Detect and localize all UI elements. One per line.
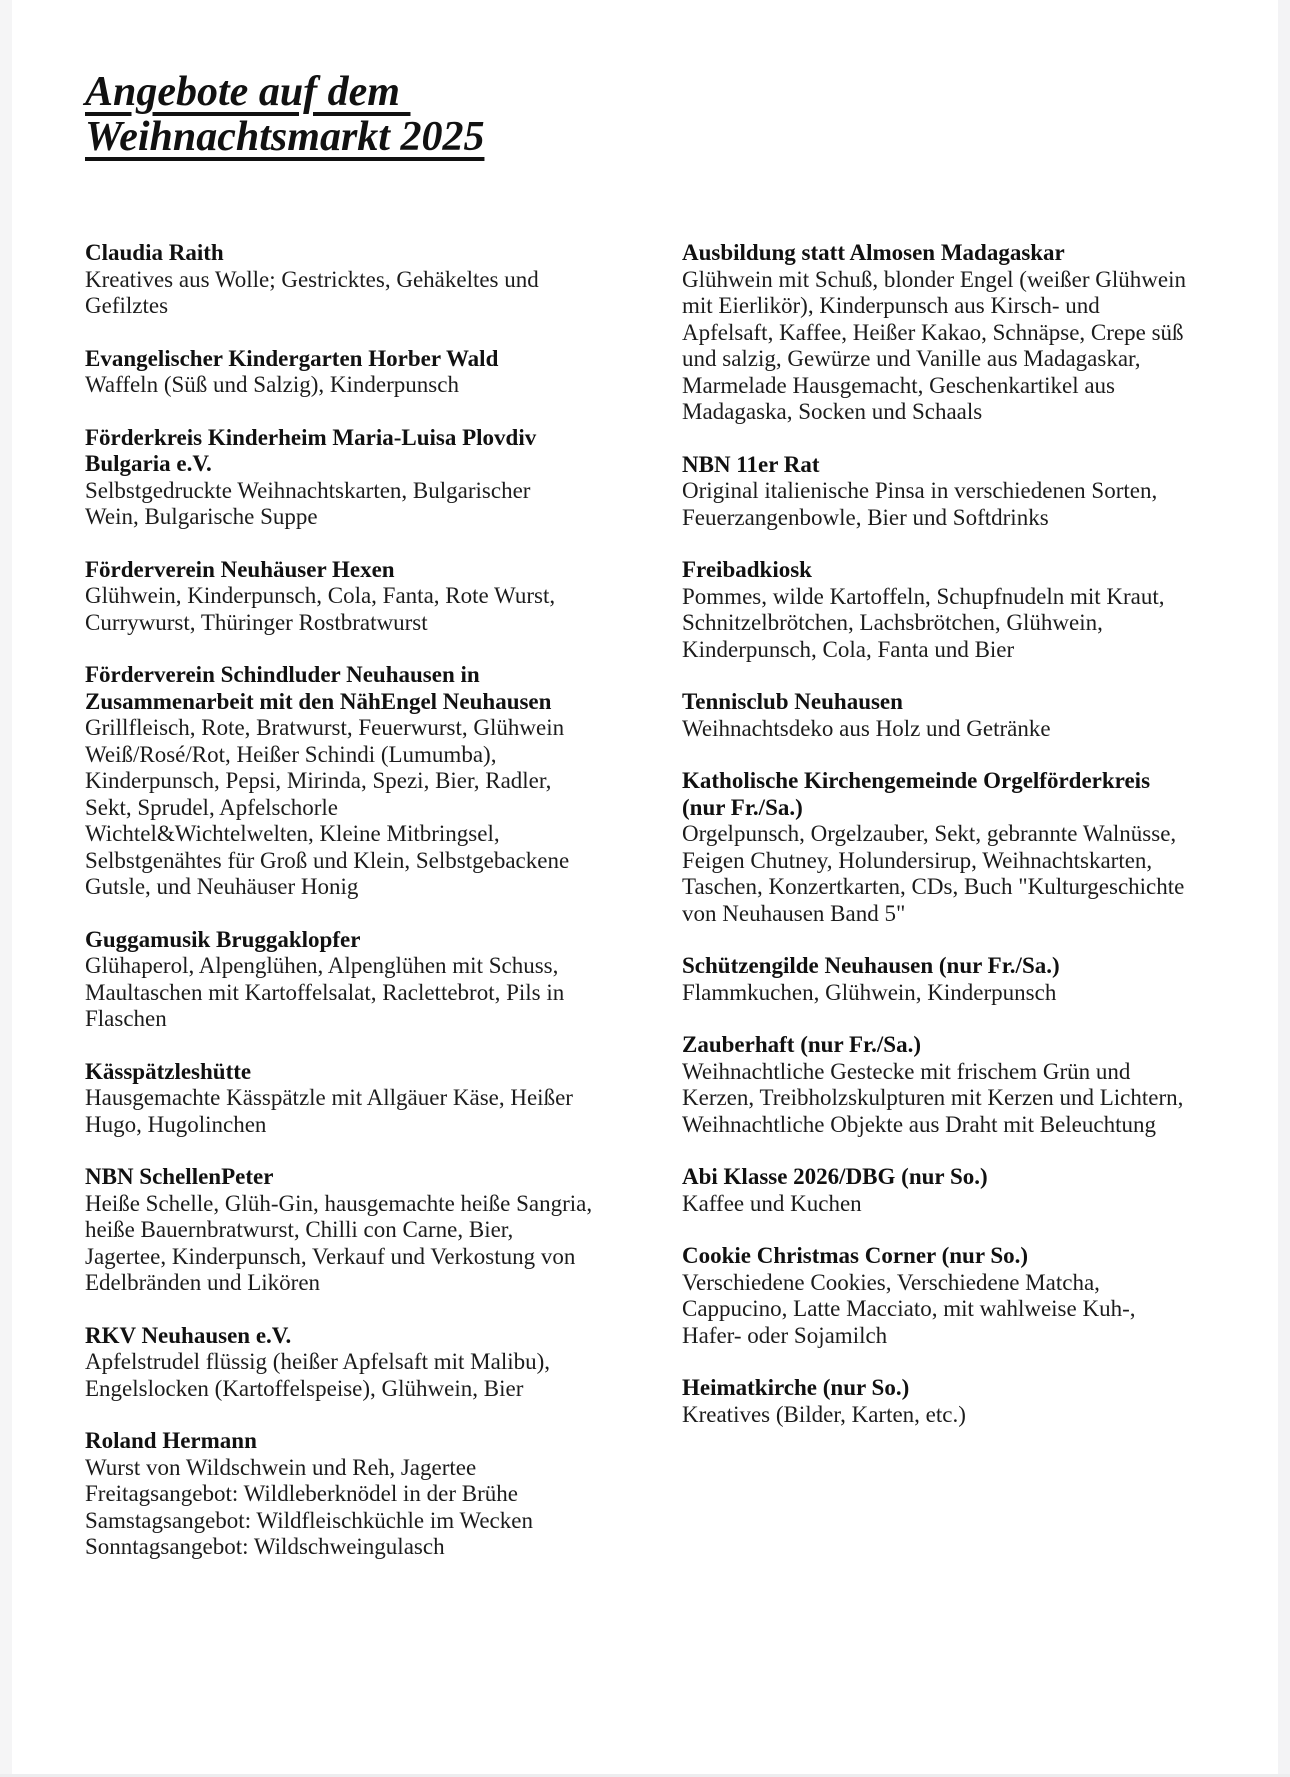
vendor-name-line: Tennisclub Neuhausen [682,689,903,714]
offerings-line: von Neuhausen Band 5" [682,900,906,926]
vendor-name-line: NBN SchellenPeter [85,1164,274,1189]
vendor-name-line: Claudia Raith [85,240,224,265]
document-title-line-1: Angebote auf dem [85,69,411,115]
offerings-line: Marmelade Hausgemacht, Geschenkartikel aus [682,372,1115,398]
offerings-line: Engelslocken (Kartoffelspeise), Glühwein, Bier [85,1375,524,1401]
vendor-section [682,1375,1222,1428]
left-column [85,240,682,1587]
vendor-name-line: NBN 11er Rat [682,451,820,477]
offerings-line: Weiß/Rosé/Rot, Heißer Schindi (Lumumba), [85,741,497,767]
vendor-section [682,452,1222,532]
vendor-name-line: Kässpätzleshütte [85,1058,252,1084]
offerings-line: und salzig, Gewürze und Vanille aus Madagaskar, [682,346,1141,371]
offerings-line: Gutsle, und Neuhäuser Honig [85,874,359,899]
vendor-section [85,346,682,399]
vendor-section [85,1164,682,1297]
offerings-line: Apfelstrudel flüssig (heißer Apfelsaft mit Malibu), [85,1349,551,1374]
vendor-section [682,1164,1222,1217]
offerings-line: Cappucino, Latte Macciato, mit wahlweise Kuh-, [682,1296,1136,1321]
offerings-line: Gefilztes [85,293,169,318]
vendor-name-line: Förderverein Neuhäuser Hexen [85,556,395,582]
vendor-name-line: (nur Fr./Sa.) [682,794,803,820]
offerings-line: Freitagsangebot: Wildleberknödel in der Brühe [85,1481,518,1506]
offerings-line: Waffeln (Süß und Salzig), Kinderpunsch [85,372,459,397]
offerings-line: Glühaperol, Alpenglühen, Alpenglühen mit Schuss, [85,953,559,978]
vendor-name-line: Guggamusik Bruggaklopfer [85,926,361,952]
offerings-line: Kinderpunsch, Cola, Fanta und Bier [682,636,1015,662]
offerings-line: mit Eierlikör), Kinderpunsch aus Kirsch- und [682,293,1100,318]
offerings-line: Edelbränden und Likören [85,1270,321,1295]
offerings-line: Selbstgedruckte Weihnachtskarten, Bulgarischer [85,477,531,503]
vendor-section [85,425,682,531]
page-right-edge [1278,0,1290,1777]
offerings-line: Feigen Chutney, Holundersirup, Weihnachtskarten, [682,847,1153,873]
vendor-name-line: Zauberhaft (nur Fr./Sa.) [682,1032,921,1057]
document-content [85,70,1222,1587]
offerings-line: Apfelsaft, Kaffee, Heißer Kakao, Schnäpse, Crepe süß [682,319,1184,345]
offerings-line: Weihnachtsdeko aus Holz und Getränke [682,715,1051,741]
offerings-line: Verschiedene Cookies, Verschiedene Matcha, [682,1269,1100,1295]
offerings-line: Taschen, Konzertkarten, CDs, Buch "Kulturgeschichte [682,874,1185,899]
offerings-line: Weihnachtliche Gestecke mit frischem Grün und [682,1058,1131,1084]
offerings-line: Maultaschen mit Kartoffelsalat, Raclettebrot, Pils in [85,979,565,1005]
vendor-name-line: RKV Neuhausen e.V. [85,1322,292,1348]
offerings-line: Currywurst, Thüringer Rostbratwurst [85,609,428,635]
offerings-line: Wein, Bulgarische Suppe [85,504,318,529]
offerings-line: Kreatives (Bilder, Karten, etc.) [682,1401,966,1427]
offerings-line: Flaschen [85,1006,167,1031]
vendor-section [85,1323,682,1403]
vendor-name-line: Ausbildung statt Almosen Madagaskar [682,240,1065,265]
offerings-line: Flammkuchen, Glühwein, Kinderpunsch [682,979,1057,1005]
vendor-name-line: Roland Hermann [85,1428,257,1453]
offerings-line: heiße Bauernbratwurst, Chilli con Carne, Bier, [85,1217,514,1242]
vendor-section [85,1059,682,1139]
offerings-line: Original italienische Pinsa in verschiedenen Sorten, [682,478,1158,503]
offerings-line: Selbstgenähtes für Groß und Klein, Selbstgebackene [85,847,570,873]
vendor-section [85,662,682,901]
vendor-section [682,768,1222,927]
vendor-name-line: Freibadkiosk [682,557,812,582]
offerings-line: Glühwein mit Schuß, blonder Engel (weißer Glühwein [682,266,1186,292]
offerings-line: Wurst von Wildschwein und Reh, Jagertee [85,1454,477,1480]
vendor-name-line: Bulgaria e.V. [85,451,212,476]
vendor-name-line: Schützengilde Neuhausen (nur Fr./Sa.) [682,953,1060,978]
offerings-line: Samstagsangebot: Wildfleischküchle im Wecken [85,1507,533,1533]
vendor-name-line: Förderkreis Kinderheim Maria-Luisa Plovdiv [85,424,537,450]
vendor-name-line: Förderverein Schindluder Neuhausen in [85,662,480,687]
vendor-section [682,1032,1222,1138]
offerings-line: Sekt, Sprudel, Apfelschorle [85,794,338,820]
offerings-line: Wichtel&Wichtelwelten, Kleine Mitbringsel, [85,821,500,846]
offerings-line: Hafer- oder Sojamilch [682,1322,888,1348]
offerings-line: Heiße Schelle, Glüh-Gin, hausgemachte heiße Sangria, [85,1190,593,1216]
vendor-section [85,1428,682,1561]
vendor-name-line: Zusammenarbeit mit den NähEngel Neuhausen [85,688,552,714]
vendor-section [682,240,1222,426]
page-left-edge [0,0,12,1777]
vendor-section [682,689,1222,742]
offerings-line: Kreatives aus Wolle; Gestricktes, Gehäkeltes und [85,266,539,292]
vendor-section [682,557,1222,663]
vendor-name-line: Katholische Kirchengemeinde Orgelförderkreis [682,768,1151,793]
vendor-name-line: Abi Klasse 2026/DBG (nur So.) [682,1164,988,1189]
vendor-section [85,927,682,1033]
offerings-line: Orgelpunsch, Orgelzauber, Sekt, gebrannte Walnüsse, [682,821,1177,846]
offerings-line: Pommes, wilde Kartoffeln, Schupfnudeln mit Kraut, [682,583,1165,609]
vendor-name-line: Cookie Christmas Corner (nur So.) [682,1243,1029,1268]
document-title [85,70,1222,160]
offerings-line: Feuerzangenbowle, Bier und Softdrinks [682,504,1049,530]
offerings-line: Grillfleisch, Rote, Bratwurst, Feuerwurst, Glühwein [85,715,565,740]
offerings-line: Kinderpunsch, Pepsi, Mirinda, Spezi, Bier, Radler, [85,768,552,793]
right-column [682,240,1222,1454]
vendor-name-line: Heimatkirche (nur So.) [682,1375,910,1400]
vendor-section [682,953,1222,1006]
offerings-line: Hausgemachte Kässpätzle mit Allgäuer Käse, Heißer [85,1085,573,1110]
vendor-name-line: Evangelischer Kindergarten Horber Wald [85,345,499,371]
offerings-line: Kaffee und Kuchen [682,1190,862,1216]
offerings-line: Hugo, Hugolinchen [85,1111,267,1137]
offerings-line: Weihnachtliche Objekte aus Draht mit Beleuchtung [682,1111,1156,1137]
document-title-line-2: Weihnachtsmarkt 2025 [85,114,485,160]
offerings-line: Glühwein, Kinderpunsch, Cola, Fanta, Rote Wurst, [85,583,556,608]
vendor-section [682,1243,1222,1349]
offerings-line: Schnitzelbrötchen, Lachsbrötchen, Glühwein, [682,610,1103,635]
vendor-columns [85,240,1222,1587]
offerings-line: Kerzen, Treibholzskulpturen mit Kerzen und Lichtern, [682,1085,1184,1110]
offerings-line: Madagaska, Socken und Schaals [682,399,983,424]
vendor-section [85,240,682,320]
offerings-line: Jagertee, Kinderpunsch, Verkauf und Verkostung von [85,1243,576,1269]
vendor-section [85,557,682,637]
offerings-line: Sonntagsangebot: Wildschweingulasch [85,1534,445,1559]
